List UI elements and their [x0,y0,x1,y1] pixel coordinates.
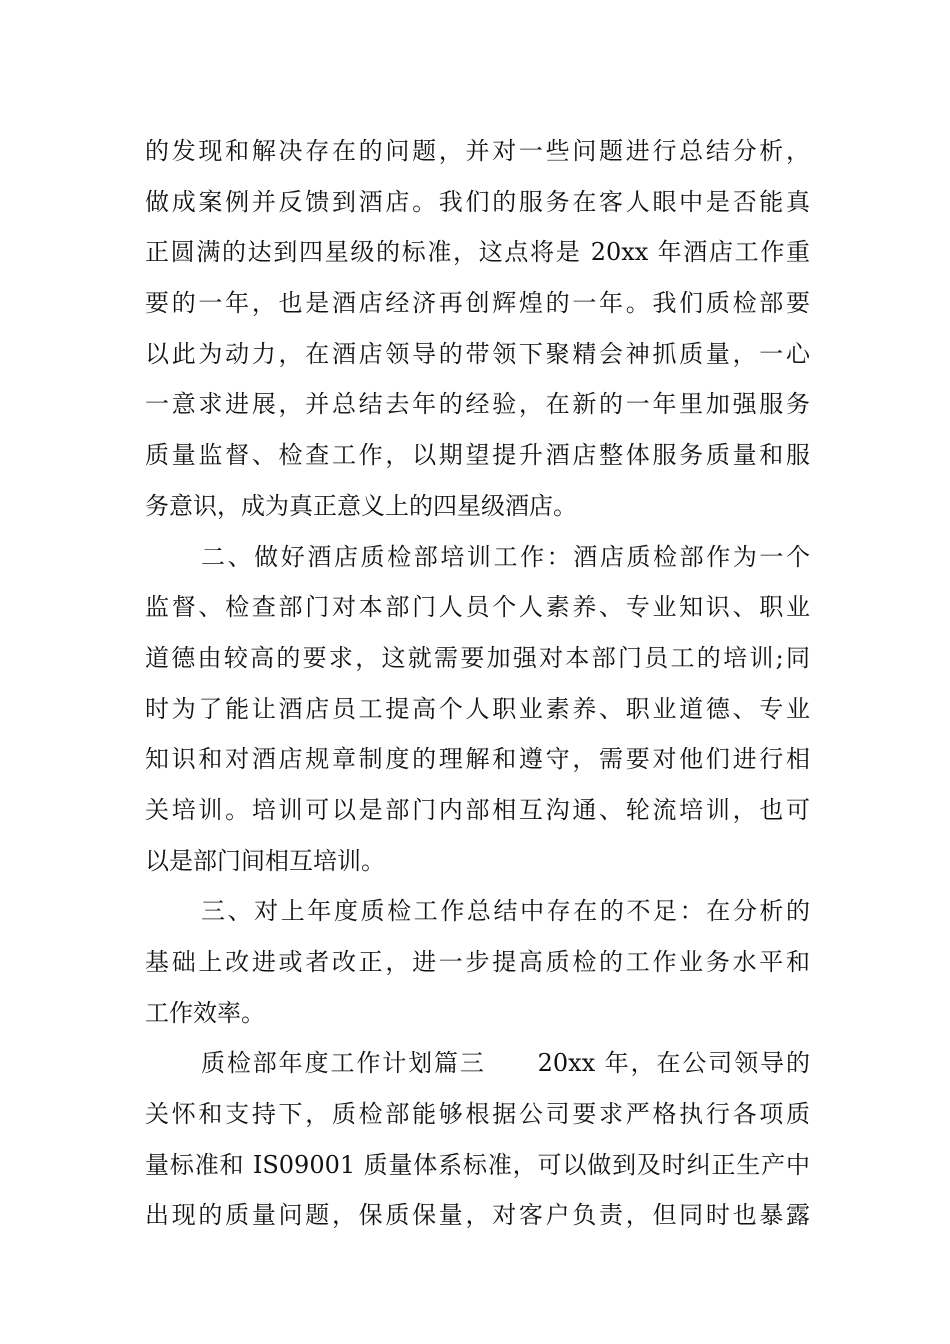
text-line: 质量监督、检查工作，以期望提升酒店整体服务质量和服 [145,441,810,470]
text-line: 关怀和支持下，质检部能够根据公司要求严格执行各项质 [145,1100,810,1129]
text-line: 监督、检查部门对本部门人员个人素养、专业知识、职业 [145,593,810,622]
text-line: 量标准和 IS09001 质量体系标准，可以做到及时纠正生产中 [145,1150,810,1179]
text-line: 务意识，成为真正意义上的四星级酒店。 [145,491,577,520]
text-line: 一意求进展，并总结去年的经验，在新的一年里加强服务 [145,390,810,419]
text-line: 以此为动力，在酒店领导的带领下聚精会神抓质量，一心 [145,339,810,368]
text-line: 关培训。培训可以是部门内部相互沟通、轮流培训，也可 [145,795,810,824]
text-line: 做成案例并反馈到酒店。我们的服务在客人眼中是否能真 [145,187,810,216]
text-line: 要的一年，也是酒店经济再创辉煌的一年。我们质检部要 [145,289,810,318]
text-line: 质检部年度工作计划篇三 20xx 年，在公司领导的 [201,1049,810,1078]
text-line: 道德由较高的要求，这就需要加强对本部门员工的培训;同 [145,643,810,672]
text-line: 知识和对酒店规章制度的理解和遵守，需要对他们进行相 [145,745,810,774]
text-line: 二、做好酒店质检部培训工作：酒店质检部作为一个 [201,542,810,571]
text-line: 时为了能让酒店员工提高个人职业素养、职业道德、专业 [145,694,810,723]
text-line: 出现的质量问题，保质保量，对客户负责，但同时也暴露 [145,1201,810,1230]
text-line: 的发现和解决存在的问题，并对一些问题进行总结分析， [145,137,810,165]
text-line: 以是部门间相互培训。 [145,846,385,875]
text-line: 正圆满的达到四星级的标准，这点将是 20xx 年酒店工作重 [145,238,810,267]
text-line: 基础上改进或者改正，进一步提高质检的工作业务水平和 [145,948,810,976]
document-body [145,126,810,1241]
text-line: 工作效率。 [145,998,265,1027]
text-line: 三、对上年度质检工作总结中存在的不足：在分析的 [201,897,810,926]
